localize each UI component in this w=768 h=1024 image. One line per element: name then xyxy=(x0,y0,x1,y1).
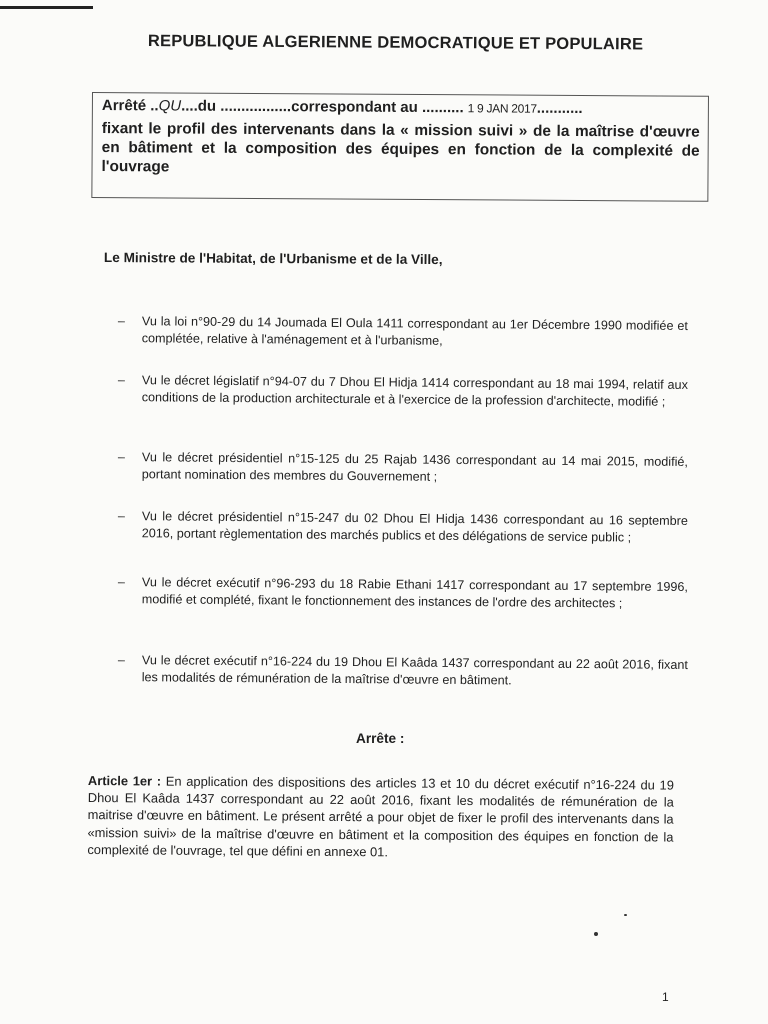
dash-bullet: – xyxy=(117,652,126,668)
visa-item xyxy=(118,508,688,547)
scan-speck xyxy=(624,914,627,916)
visa-text: Vu le décret présidentiel n°15-125 du 25 Rajab 1436 correspondant au 14 mai 2015, modifié, portant nomination des membres du Gouvernement ; xyxy=(141,450,688,484)
dash-bullet: – xyxy=(117,449,126,465)
article-1-label: Article 1er : xyxy=(87,772,162,789)
visa-text: Vu le décret présidentiel n°15-247 du 02 Dhou El Hidja 1436 correspondant au 16 septembre 2016, portant règlementation des marchés publics et des délégations de service public ; xyxy=(141,509,688,545)
republic-header: REPUBLIQUE ALGERIENNE DEMOCRATIQUE ET POPULAIRE xyxy=(147,32,644,54)
arrete-heading: Arrête : xyxy=(356,731,405,746)
visa-item xyxy=(118,313,688,352)
decree-dots: ........... xyxy=(536,99,583,117)
decree-prefix: Arrêté .. xyxy=(101,97,159,115)
article-1-text: En application des dispositions des articles 13 et 10 du décret exécutif n°16-224 du 19 Dhou El Kaâda 1437 correspondant au 22 août 2016, fixant les modalités de rémunération de la maitrise d'œuvre en bâtiment. Le présent arrêté a pour objet de fixer le profil des intervenants dans la «mission suivi» de la maîtrise d'œuvre en bâtiment et la composition des équipes en fonction de la complexité de l'ouvrage, tel que défini en annexe 01. xyxy=(87,773,674,860)
visa-item xyxy=(118,372,688,411)
visa-text: Vu la loi n°90-29 du 14 Joumada El Oula 1411 correspondant au 1er Décembre 1990 modifiée et complétée, relative à l'aménagement et à l'urbanisme, xyxy=(141,314,688,348)
page-number: 1 xyxy=(662,990,669,1004)
minister-line: Le Ministre de l'Habitat, de l'Urbanisme et de la Ville, xyxy=(103,250,443,268)
decree-number: QU xyxy=(158,97,182,115)
dash-bullet: – xyxy=(117,508,126,524)
date-stamp: 1 9 JAN 2017 xyxy=(467,101,537,116)
visa-item xyxy=(118,449,688,488)
decree-title-box xyxy=(91,92,709,202)
dash-bullet: – xyxy=(117,574,126,590)
visa-item xyxy=(118,574,688,613)
visa-text: Vu le décret exécutif n°96-293 du 18 Rabie Ethani 1417 correspondant au 17 septembre 1996, modifié et complété, fixant le fonctionnement des instances de l'ordre des architectes ; xyxy=(141,575,688,611)
decree-subject: fixant le profil des intervenants dans la « mission suivi » de la maîtrise d'œuvre en bâtiment et la composition des équipes en fonction de la complexité de l'ouvrage xyxy=(101,120,700,176)
dash-bullet: – xyxy=(117,313,126,329)
scan-edge-mark xyxy=(0,6,93,9)
scan-speck xyxy=(594,932,598,936)
decree-date-blank: ....du .................correspondant au .......... xyxy=(181,97,464,117)
visa-text: Vu le décret législatif n°94-07 du 7 Dhou El Hidja 1414 correspondant au 18 mai 1994, relatif aux conditions de la production architecturale et à l'exercice de la profession d'architecte, modifié ; xyxy=(141,373,688,409)
article-1 xyxy=(87,772,674,863)
visa-text: Vu le décret exécutif n°16-224 du 19 Dhou El Kaâda 1437 correspondant au 22 août 2016, fixant les modalités de rémunération de la maîtrise d'œuvre en bâtiment. xyxy=(141,653,688,688)
dash-bullet: – xyxy=(117,372,126,388)
visa-item xyxy=(118,652,688,691)
